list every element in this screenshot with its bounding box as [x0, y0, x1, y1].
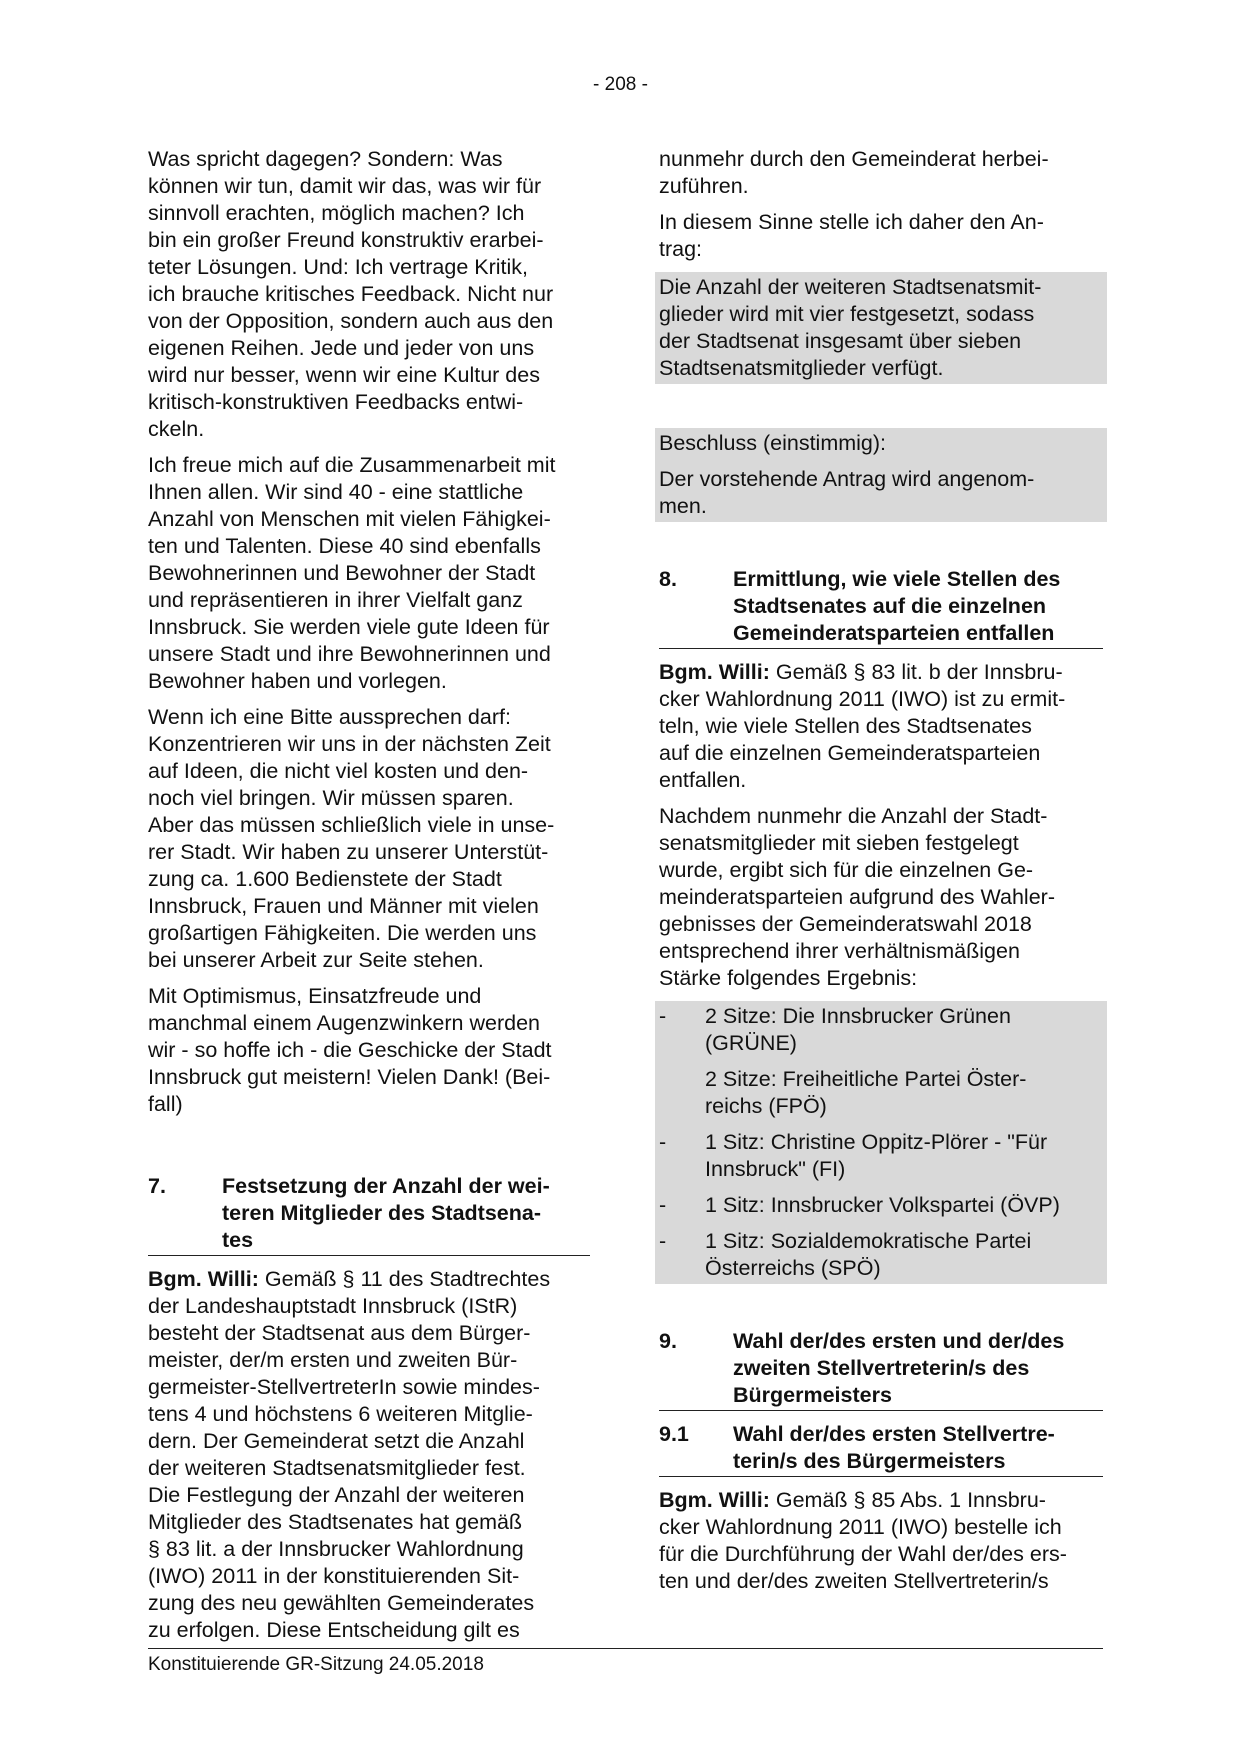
list-item: - 2 Sitze: Die Innsbrucker Grünen (GRÜNE)	[659, 1004, 1011, 1055]
paragraph: Bgm. Willi: Gemäß § 85 Abs. 1 Innsbru- cker Wahlordnung 2011 (IWO) bestelle ich für die Durchführung der Wahl der/des ers- ten und der/des zweiten Stellvertreterin/s	[659, 1488, 1067, 1593]
section-number: 9.1	[659, 1422, 689, 1446]
paragraph: Wenn ich eine Bitte aussprechen darf: Konzentrieren wir uns in der nächsten Zeit auf Ideen, die nicht viel kosten und den- noch viel bringen. Wir müssen sparen. Aber das müssen schließlich viele in unse- rer Stadt. Wir haben zu unserer Unterstüt- zung ca. 1.600 Bedienstete der Stadt Innsbruck, Frauen und Männer mit vielen großartigen Fähigkeiten. Die werden uns bei unserer Arbeit zur Seite stehen.	[148, 705, 555, 972]
page-number: - 208 -	[593, 74, 648, 95]
section-heading-7	[148, 1173, 590, 1256]
right-column	[659, 146, 1103, 1604]
paragraph: Ich freue mich auf die Zusammenarbeit mit Ihnen allen. Wir sind 40 - eine stattliche Anzahl von Menschen mit vielen Fähigkei- ten und Talenten. Diese 40 sind ebenfalls Bewohnerinnen und Bewohner der Stadt und repräsentieren in ihrer Vielfalt ganz Innsbruck. Sie werden viele gute Ideen für unsere Stadt und ihre Bewohnerinnen und Bewohner haben und vorlegen.	[148, 453, 556, 693]
paragraph: nunmehr durch den Gemeinderat herbei- zuführen.	[659, 147, 1049, 198]
section-heading-8	[659, 566, 1103, 649]
section-heading-9-1	[659, 1421, 1103, 1477]
resolution-text: Der vorstehende Antrag wird angenom- men.	[659, 467, 1035, 518]
resolution-label: Beschluss (einstimmig):	[659, 431, 886, 455]
list-item: - 1 Sitz: Christine Oppitz-Plörer - "Für Innsbruck" (FI)	[659, 1130, 1048, 1181]
section-title: Wahl der/des ersten Stellvertre- terin/s des Bürgermeisters	[733, 1422, 1055, 1473]
speaker: Bgm. Willi:	[659, 1488, 770, 1512]
section-title: Wahl der/des ersten und der/des zweiten Stellvertreterin/s des Bürgermeisters	[733, 1329, 1065, 1407]
section-number: 8.	[659, 567, 677, 591]
left-column	[148, 146, 590, 1653]
list-item: 2 Sitze: Freiheitliche Partei Öster- reichs (FPÖ)	[705, 1067, 1027, 1118]
paragraph: Nachdem nunmehr die Anzahl der Stadt- senatsmitglieder mit sieben festgelegt wurde, ergibt sich für die einzelnen Ge- meinderatsparteien aufgrund des Wahler- gebnisses der Gemeinderatswahl 2018 entsprechend ihrer verhältnismäßigen Stärke folgendes Ergebnis:	[659, 804, 1055, 990]
list-item: - 1 Sitz: Sozialdemokratische Partei Österreichs (SPÖ)	[659, 1229, 1032, 1280]
section-title: Ermittlung, wie viele Stellen des Stadtsenates auf die einzelnen Gemeinderatsparteien entfallen	[733, 567, 1061, 645]
section-heading-9	[659, 1328, 1103, 1411]
section-title: Festsetzung der Anzahl der wei- teren Mitglieder des Stadtsena- tes	[222, 1174, 550, 1252]
section-number: 9.	[659, 1329, 677, 1353]
paragraph: Bgm. Willi: Gemäß § 83 lit. b der Innsbru- cker Wahlordnung 2011 (IWO) ist zu ermit- teln, wie viele Stellen des Stadtsenates auf die einzelnen Gemeinderatsparteien entfallen.	[659, 660, 1066, 792]
resolution-box	[655, 428, 1107, 522]
page-footer: Konstituierende GR-Sitzung 24.05.2018	[148, 1648, 1103, 1676]
list-item: - 1 Sitz: Innsbrucker Volkspartei (ÖVP)	[659, 1193, 1060, 1217]
seat-list	[655, 1001, 1107, 1284]
paragraph: In diesem Sinne stelle ich daher den An- trag:	[659, 210, 1044, 261]
paragraph: Bgm. Willi: Gemäß § 11 des Stadtrechtes der Landeshauptstadt Innsbruck (IStR) besteht der Stadtsenat aus dem Bürger- meister, der/m ersten und zweiten Bür- germeister-StellvertreterIn sowie mindes- tens 4 und höchstens 6 weiteren Mitglie- dern. Der Gemeinderat setzt die Anzahl der weiteren Stadtsenatsmitglieder fest. Die Festlegung der Anzahl der weiteren Mitglieder des Stadtsenates hat gemäß § 83 lit. a der Innsbrucker Wahlordnung (IWO) 2011 in der konstituierenden Sit- zung des neu gewählten Gemeinderates zu erfolgen. Diese Entscheidung gilt es	[148, 1267, 551, 1642]
speaker: Bgm. Willi:	[148, 1267, 259, 1291]
paragraph: Was spricht dagegen? Sondern: Was können wir tun, damit wir das, was wir für sinnvoll erachten, möglich machen? Ich bin ein großer Freund konstruktiv erarbei- teter Lösungen. Und: Ich vertrage Kritik, ich brauche kritisches Feedback. Nicht nur von der Opposition, sondern auch aus den eigenen Reihen. Jede und jeder von uns wird nur besser, wenn wir eine Kultur des kritisch-konstruktiven Feedbacks entwi- ckeln.	[148, 147, 554, 441]
paragraph: Mit Optimismus, Einsatzfreude und manchmal einem Augenzwinkern werden wir - so hoffe ich - die Geschicke der Stadt Innsbruck gut meistern! Vielen Dank! (Bei- fall)	[148, 984, 552, 1116]
motion-box: Die Anzahl der weiteren Stadtsenatsmit- glieder wird mit vier festgesetzt, sodass der Stadtsenat insgesamt über sieben Stadtsenatsmitglieder verfügt.	[655, 272, 1107, 384]
speaker: Bgm. Willi:	[659, 660, 770, 684]
section-number: 7.	[148, 1174, 166, 1198]
